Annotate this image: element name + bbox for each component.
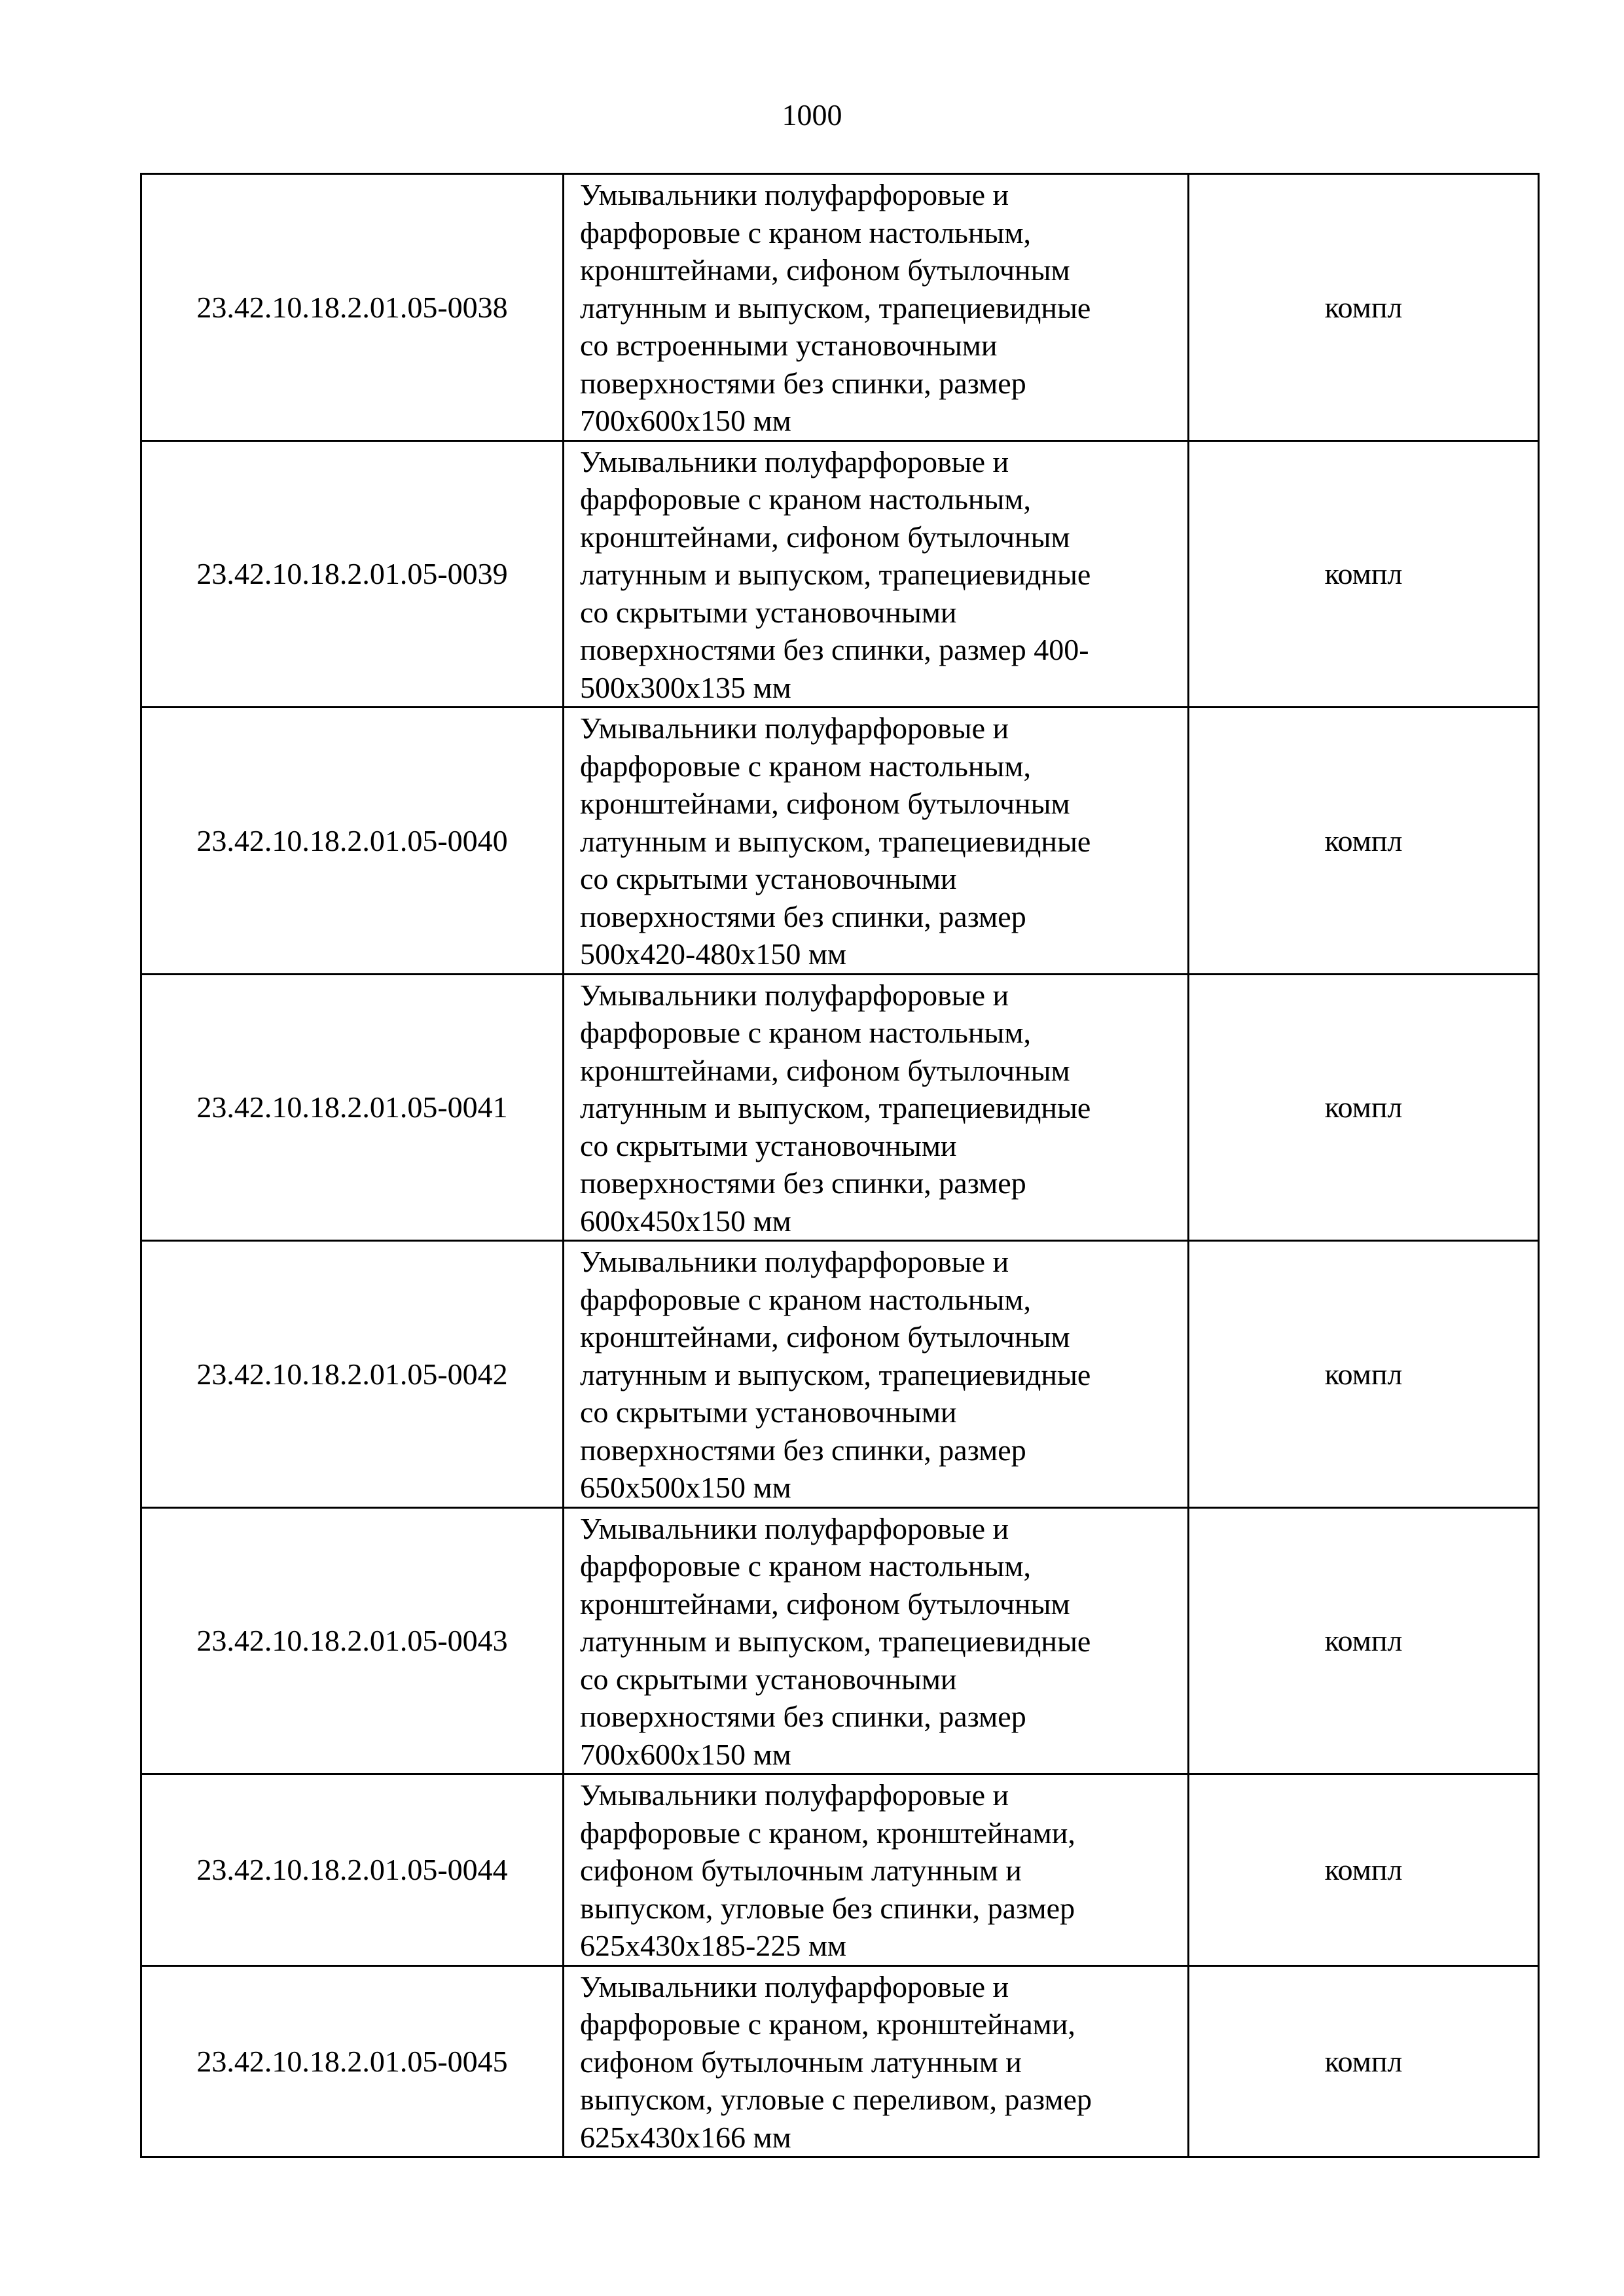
description-line: кронштейнами, сифоном бутылочным xyxy=(580,1320,1070,1354)
catalog-table-body xyxy=(141,174,1539,2157)
description-line: кронштейнами, сифоном бутылочным xyxy=(580,520,1070,554)
description-line: 500x300x135 мм xyxy=(580,670,791,704)
resource-description xyxy=(564,708,1189,975)
description-line: фарфоровые с краном настольным, xyxy=(580,1016,1032,1049)
description-line: 700x600x150 мм xyxy=(580,404,791,437)
description-line: 650x500x150 мм xyxy=(580,1471,791,1504)
table-row xyxy=(141,974,1539,1241)
description-line: фарфоровые с краном настольным, xyxy=(580,1549,1032,1583)
description-line: латунным и выпуском, трапециевидные xyxy=(580,1091,1091,1124)
description-line: 625x430x166 мм xyxy=(580,2120,791,2154)
description-line: фарфоровые с краном настольным, xyxy=(580,1282,1032,1316)
resource-description xyxy=(564,1241,1189,1508)
description-line: поверхностями без спинки, размер xyxy=(580,366,1026,400)
description-line: кронштейнами, сифоном бутылочным xyxy=(580,1053,1070,1087)
unit-of-measure: компл xyxy=(1189,708,1539,975)
resource-code: 23.42.10.18.2.01.05-0041 xyxy=(141,974,564,1241)
description-line: латунным и выпуском, трапециевидные xyxy=(580,1624,1091,1658)
description-line: поверхностями без спинки, размер xyxy=(580,899,1026,933)
description-line: латунным и выпуском, трапециевидные xyxy=(580,824,1091,858)
resource-description xyxy=(564,974,1189,1241)
description-line: фарфоровые с краном, кронштейнами, xyxy=(580,1816,1075,1850)
description-line: выпуском, угловые с переливом, размер xyxy=(580,2083,1092,2116)
description-line: со скрытыми установочными xyxy=(580,1128,957,1162)
description-line: 625x430x185-225 мм xyxy=(580,1929,847,1962)
description-line: латунным и выпуском, трапециевидные xyxy=(580,1357,1091,1391)
description-line: поверхностями без спинки, размер 400- xyxy=(580,633,1089,666)
description-line: сифоном бутылочным латунным и xyxy=(580,1854,1022,1887)
resource-code: 23.42.10.18.2.01.05-0043 xyxy=(141,1507,564,1774)
description-line: поверхностями без спинки, размер xyxy=(580,1166,1026,1200)
description-line: Умывальники полуфарфоровые и xyxy=(580,1778,1009,1812)
description-line: Умывальники полуфарфоровые и xyxy=(580,1245,1009,1278)
description-line: поверхностями без спинки, размер xyxy=(580,1433,1026,1467)
unit-of-measure: компл xyxy=(1189,174,1539,441)
description-line: Умывальники полуфарфоровые и xyxy=(580,178,1009,211)
unit-of-measure: компл xyxy=(1189,1507,1539,1774)
resource-code: 23.42.10.18.2.01.05-0038 xyxy=(141,174,564,441)
description-line: со скрытыми установочными xyxy=(580,1395,957,1429)
description-line: фарфоровые с краном настольным, xyxy=(580,482,1032,516)
description-line: со скрытыми установочными xyxy=(580,1662,957,1696)
unit-of-measure: компл xyxy=(1189,974,1539,1241)
description-line: Умывальники полуфарфоровые и xyxy=(580,1969,1009,2003)
resource-description xyxy=(564,174,1189,441)
resource-code: 23.42.10.18.2.01.05-0045 xyxy=(141,1965,564,2157)
resource-code: 23.42.10.18.2.01.05-0044 xyxy=(141,1774,564,1966)
description-line: латунным и выпуском, трапециевидные xyxy=(580,291,1091,325)
description-line: фарфоровые с краном настольным, xyxy=(580,749,1032,783)
description-line: кронштейнами, сифоном бутылочным xyxy=(580,253,1070,287)
description-line: поверхностями без спинки, размер xyxy=(580,1700,1026,1733)
resource-code: 23.42.10.18.2.01.05-0039 xyxy=(141,440,564,708)
table-row xyxy=(141,1965,1539,2157)
page-number: 1000 xyxy=(782,98,842,132)
resource-code: 23.42.10.18.2.01.05-0042 xyxy=(141,1241,564,1508)
resource-description xyxy=(564,440,1189,708)
description-line: кронштейнами, сифоном бутылочным xyxy=(580,1587,1070,1621)
resource-code: 23.42.10.18.2.01.05-0040 xyxy=(141,708,564,975)
description-line: 500x420-480x150 мм xyxy=(580,937,847,971)
description-line: со скрытыми установочными xyxy=(580,595,957,629)
description-line: латунным и выпуском, трапециевидные xyxy=(580,558,1091,591)
unit-of-measure: компл xyxy=(1189,1241,1539,1508)
unit-of-measure: компл xyxy=(1189,1774,1539,1966)
table-row xyxy=(141,1507,1539,1774)
description-line: фарфоровые с краном настольным, xyxy=(580,215,1032,249)
description-line: выпуском, угловые без спинки, размер xyxy=(580,1891,1075,1925)
resource-description xyxy=(564,1774,1189,1966)
description-line: кронштейнами, сифоном бутылочным xyxy=(580,787,1070,820)
description-line: фарфоровые с краном, кронштейнами, xyxy=(580,2007,1075,2041)
table-row xyxy=(141,708,1539,975)
catalog-table xyxy=(140,173,1540,2158)
description-line: сифоном бутылочным латунным и xyxy=(580,2045,1022,2079)
description-line: 600x450x150 мм xyxy=(580,1204,791,1238)
table-row xyxy=(141,1241,1539,1508)
table-row xyxy=(141,174,1539,441)
description-line: Умывальники полуфарфоровые и xyxy=(580,711,1009,745)
description-line: Умывальники полуфарфоровые и xyxy=(580,978,1009,1012)
unit-of-measure: компл xyxy=(1189,1965,1539,2157)
table-row xyxy=(141,440,1539,708)
resource-description xyxy=(564,1965,1189,2157)
unit-of-measure: компл xyxy=(1189,440,1539,708)
description-line: Умывальники полуфарфоровые и xyxy=(580,444,1009,478)
table-row xyxy=(141,1774,1539,1966)
resource-description xyxy=(564,1507,1189,1774)
description-line: 700x600x150 мм xyxy=(580,1737,791,1771)
description-line: со скрытыми установочными xyxy=(580,862,957,895)
description-line: со встроенными установочными xyxy=(580,329,998,362)
description-line: Умывальники полуфарфоровые и xyxy=(580,1511,1009,1545)
